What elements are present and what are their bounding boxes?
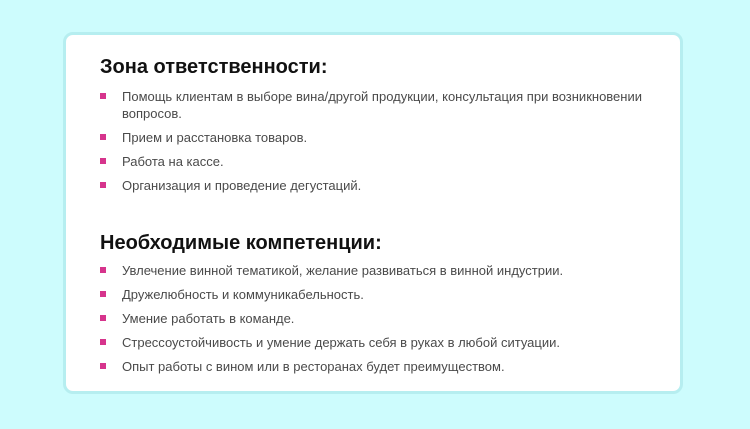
- competencies-section: [100, 231, 682, 382]
- square-bullet-icon: [100, 315, 106, 321]
- responsibilities-section: [100, 55, 682, 201]
- responsibilities-list: [100, 88, 682, 194]
- square-bullet-icon: [100, 339, 106, 345]
- square-bullet-icon: [100, 267, 106, 273]
- responsibilities-title: Зона ответственности:: [100, 56, 328, 78]
- square-bullet-icon: [100, 363, 106, 369]
- list-item: [100, 177, 682, 194]
- square-bullet-icon: [100, 158, 106, 164]
- competencies-title: Необходимые компетенции:: [100, 232, 382, 254]
- list-item-text: Организация и проведение дегустаций.: [122, 178, 362, 193]
- list-item-text: Опыт работы с вином или в ресторанах будет преимуществом.: [122, 359, 505, 374]
- list-item: [100, 286, 682, 303]
- list-item: [100, 334, 682, 351]
- square-bullet-icon: [100, 182, 106, 188]
- list-item: [100, 88, 682, 122]
- list-item-text: Увлечение винной тематикой, желание развиваться в винной индустрии.: [122, 263, 564, 278]
- list-item-text: Работа на кассе.: [122, 154, 224, 169]
- job-description-card: [63, 32, 683, 394]
- list-item: [100, 129, 682, 146]
- list-item: [100, 262, 682, 279]
- list-item-text: Умение работать в команде.: [122, 311, 295, 326]
- square-bullet-icon: [100, 291, 106, 297]
- square-bullet-icon: [100, 93, 106, 99]
- list-item-text: Стрессоустойчивость и умение держать себя в руках в любой ситуации.: [122, 335, 560, 350]
- list-item: [100, 310, 682, 327]
- list-item-text: Помощь клиентам в выборе вина/другой продукции, консультация при возникновении вопросов.: [122, 89, 642, 121]
- square-bullet-icon: [100, 134, 106, 140]
- competencies-list: [100, 262, 682, 375]
- list-item: [100, 153, 682, 170]
- list-item: [100, 358, 682, 375]
- list-item-text: Прием и расстановка товаров.: [122, 130, 308, 145]
- list-item-text: Дружелюбность и коммуникабельность.: [122, 287, 364, 302]
